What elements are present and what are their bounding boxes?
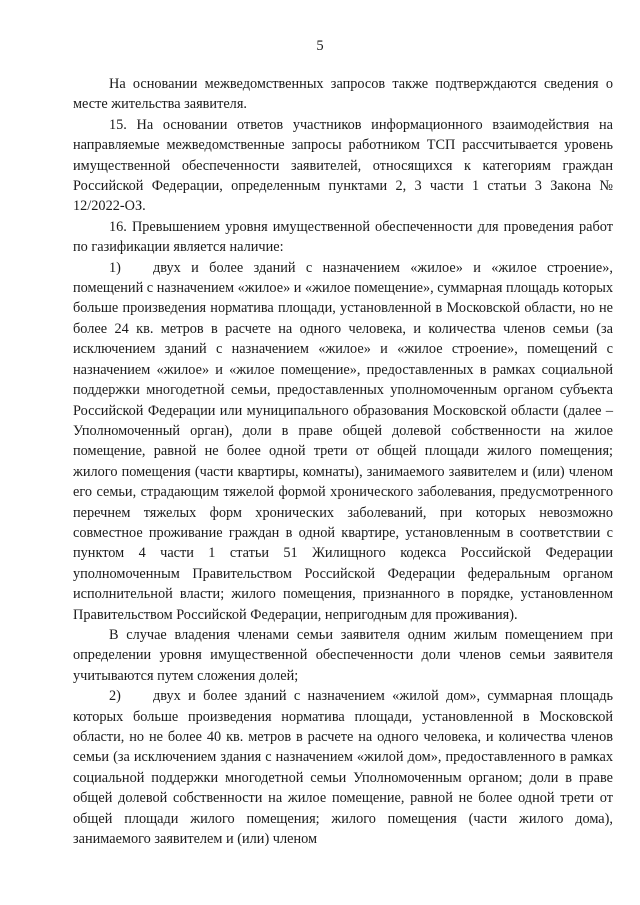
page-number: 5 [316,38,324,54]
paragraph-15: 15. На основании ответов участников информационного взаимодействия на направляемые межведомственные запросы работником ТСП рассчитывается уровень имущественной обеспеченности заявителей, относящихся к категориям граждан Российской Федерации, определенным пунктами 2, 3 части 1 статьи 3 Закона № 12/2022-ОЗ. [73,116,613,215]
list-item-2-number: 2) [109,688,121,705]
document-body [73,74,613,849]
paragraph-residence-info: На основании межведомственных запросов также подтверждаются сведения о месте жительства заявителя. [73,76,613,113]
paragraph-family-shares: В случае владения членами семьи заявителя одним жилым помещением при определении уровня имущественной обеспеченности доли членов семьи заявителя учитываются путем сложения долей; [73,626,613,684]
list-item-2-text: двух и более зданий с назначением «жилой дом», суммарная площадь которых больше произведения норматива площади, установленной в Московской области, но не более 40 кв. метров в расчете на одного человека, и количества членов семьи (за исключением здания с назначением «жилой дом», предоставленного в рамках социальной поддержки многодетной семьи Уполномоченным органом; доли в праве общей долевой собственности на жилое помещение, равной не более одной трети от общей площади жилого помещения; жилого помещения (части жилого дома), занимаемого заявителем и (или) членом [73,688,613,848]
list-item-1 [73,258,613,625]
list-item-2 [73,686,613,849]
paragraph-16: 16. Превышением уровня имущественной обеспеченности для проведения работ по газификации является наличие: [73,218,613,256]
list-item-1-text: двух и более зданий с назначением «жилое» и «жилое строение», помещений с назначением «жилое» и «жилое помещение», суммарная площадь которых больше произведения норматива площади, установленной в Московской области, но не более 24 кв. метров в расчете на одного человека, и количества членов семьи (за исключением зданий с назначением «жилое» и «жилое строение», помещений с назначением «жилое» и «жилое помещение», предоставленных в рамках социальной поддержки многодетной семьи, предоставленных уполномоченным органом субъекта Российской Федерации или муниципального образования Московской области (далее – Уполномоченный орган), доли в праве общей долевой собственности на жилое помещение, равной не более одной трети от общей площади жилого помещения; жилого помещения (части квартиры, комнаты), занимаемого заявителем и (или) членом его семьи, страдающим тяжелой формой хронического заболевания, предусмотренного перечнем тяжелых форм хронических заболеваний, при которых невозможно совместное проживание граждан в одной квартире, установленным в соответствии с пунктом 4 части 1 статьи 51 Жилищного кодекса Российской Федерации уполномоченным Правительством Российской Федерации федеральным органом исполнительной власти; жилого помещения, признанного в порядке, установленном Правительством Российской Федерации, непригодным для проживания). [73,259,613,623]
list-item-1-number: 1) [109,259,121,276]
